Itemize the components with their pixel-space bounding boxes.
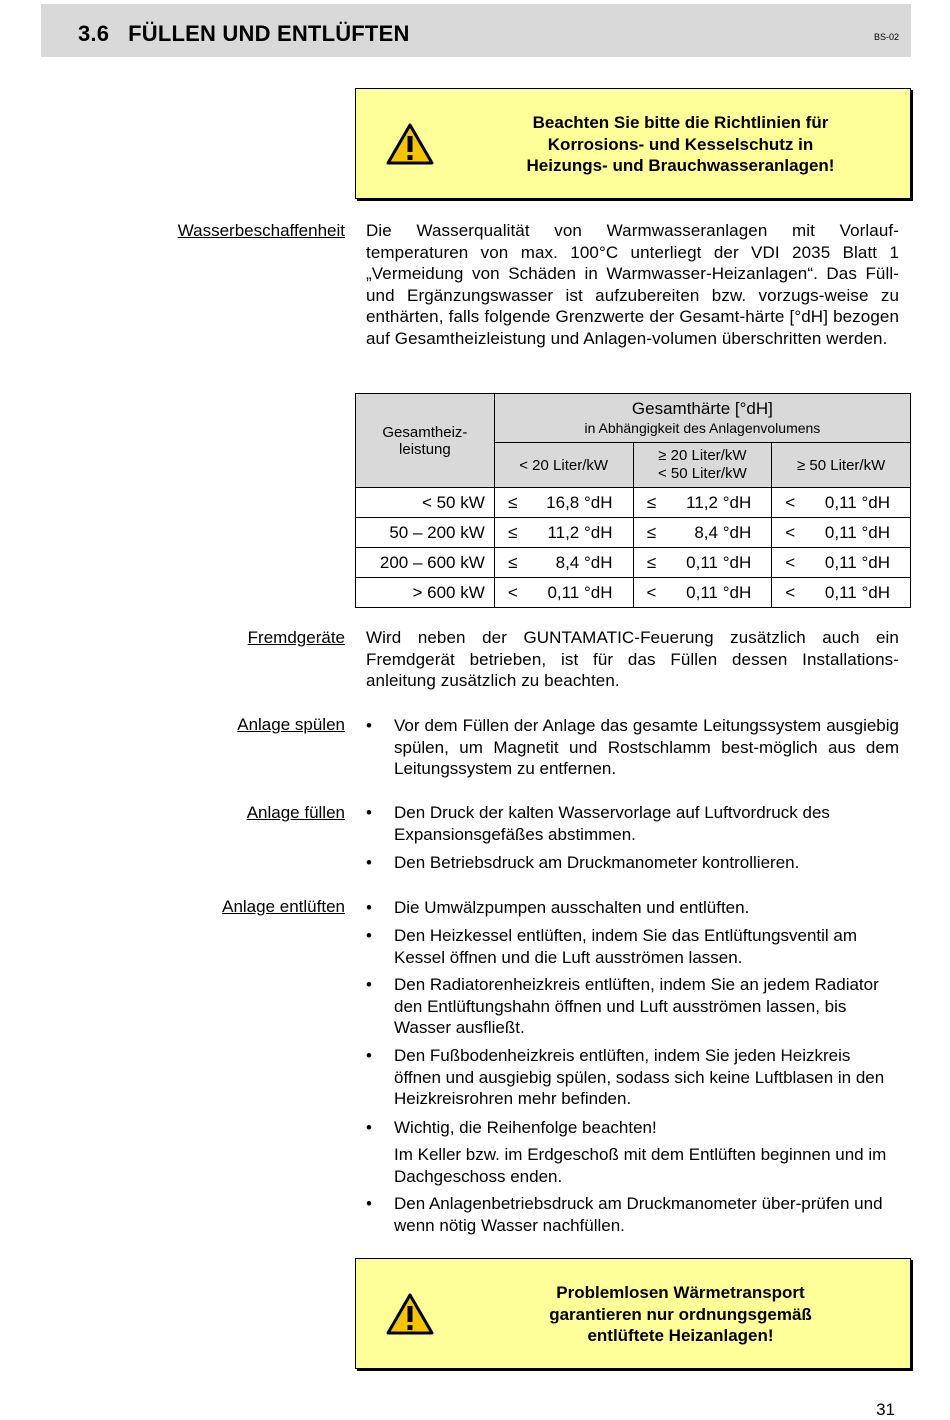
value-cell (772, 518, 911, 548)
value: 0,11 °dH (547, 582, 613, 602)
bullet-icon: • (366, 1046, 372, 1065)
list-item (366, 925, 899, 968)
col2-label-a: ≥ 20 Liter/kW (658, 447, 747, 464)
value-cell (772, 548, 911, 578)
value: 0,11 °dH (686, 552, 752, 572)
table-row (356, 488, 911, 518)
value-cell (633, 518, 772, 548)
operator: ≤ (508, 492, 518, 512)
bullet-text: Wichtig, die Reihenfolge beachten! (394, 1118, 657, 1137)
operator: ≤ (508, 552, 518, 572)
value: 0,11 °dH (824, 522, 890, 542)
power-cell: < 50 kW (356, 488, 495, 518)
bullet-text: Den Fußbodenheizkreis entlüften, indem Sie jeden Heizkreis öffnen und ausgiebig spülen, sodass sich keine Luftblasen in den Heizkreisrohren mehr befinden. (394, 1046, 885, 1108)
label-vent: Anlage entlüften (222, 897, 345, 916)
operator: < (507, 582, 518, 602)
col1-label: < 20 Liter/kW (519, 456, 609, 474)
list-item (366, 974, 899, 1039)
warning-box-bottom (355, 1258, 911, 1369)
value-cell (494, 578, 633, 608)
warning-text-bottom (471, 1282, 890, 1347)
warning-line: Problemlosen Wärmetransport (556, 1283, 805, 1302)
power-cell: > 600 kW (356, 578, 495, 608)
bullet-text: Die Umwälzpumpen ausschalten und entlüften. (394, 898, 750, 917)
table-header-col3 (772, 443, 911, 488)
bullet-icon: • (366, 1118, 372, 1137)
section-header (41, 4, 911, 57)
label-rinse: Anlage spülen (237, 715, 345, 734)
power-cell: 200 – 600 kW (356, 548, 495, 578)
warning-line: Korrosions- und Kesselschutz in (547, 134, 814, 154)
value-cell (772, 578, 911, 608)
document-code: BS-02 (873, 32, 899, 42)
hardness-table (355, 393, 911, 608)
warning-box-top (355, 88, 911, 199)
power-header-text: Gesamtheiz-leistung (382, 423, 468, 458)
bullet-icon: • (366, 716, 372, 735)
list-item (366, 1045, 899, 1110)
bullet-icon: • (366, 898, 372, 917)
bullet-icon: • (366, 803, 372, 822)
page-number: 31 (876, 1400, 895, 1419)
bullet-text: Den Druck der kalten Wasservorlage auf Luftvordruck des Expansionsgefäßes abstimmen. (394, 803, 830, 844)
list-item (366, 1193, 899, 1236)
table-header-col1 (494, 443, 633, 488)
value-cell (494, 548, 633, 578)
list-item (366, 852, 899, 874)
label-foreign-devices: Fremdgeräte (247, 628, 345, 647)
value-cell (633, 578, 772, 608)
value-cell (633, 488, 772, 518)
warning-line: entlüftete Heizanlagen! (587, 1326, 774, 1345)
operator: < (785, 522, 796, 542)
list-item (366, 802, 899, 845)
operator: < (785, 552, 796, 572)
list-item (366, 1117, 899, 1139)
bullet-icon: • (366, 853, 372, 872)
table-row (356, 518, 911, 548)
table-header-power (356, 394, 495, 488)
value: 8,4 °dH (555, 552, 613, 572)
section-title: 3.6 FÜLLEN UND ENTLÜFTEN (78, 21, 410, 46)
value: 11,2 °dH (686, 492, 752, 512)
operator: ≤ (646, 522, 657, 542)
value: 0,11 °dH (824, 492, 890, 512)
value: 0,11 °dH (686, 582, 752, 602)
value-cell (633, 548, 772, 578)
table-row (356, 578, 911, 608)
value: 8,4 °dH (694, 522, 752, 542)
operator: < (646, 582, 657, 602)
operator: ≤ (646, 492, 657, 512)
water-quality-text: Die Wasserqualität von Warmwasseranlagen mit Vorlauf-temperaturen von max. 100°C unterliegt der VDI 2035 Blatt 1 „Vermeidung von Schäden in Warmwasser-Heizanlagen“. Das Füll- und Ergänzungswasser ist aufzubereiten bzw. vorzugs-weise zu enthärten, falls folgende Grenzwerte der Gesamt-härte [°dH] bezogen auf Gesamtheizleistung und Anlagen-volumen überschritten werden. (366, 221, 899, 348)
value: 0,11 °dH (824, 552, 890, 572)
operator: < (785, 582, 796, 602)
col2-label-b: < 50 Liter/kW (657, 465, 747, 482)
warning-line: Heizungs- und Brauchwasseranlagen! (526, 156, 835, 175)
list-item (366, 715, 899, 780)
value: 11,2 °dH (547, 522, 613, 542)
warning-line: garantieren nur ordnungsgemäß (549, 1304, 812, 1324)
table-row (356, 548, 911, 578)
power-cell: 50 – 200 kW (356, 518, 495, 548)
bullet-icon: • (366, 1194, 372, 1213)
value-cell (494, 488, 633, 518)
vent-order-note: Im Keller bzw. im Erdgeschoß mit dem Entlüften beginnen und im Dachgeschoss enden. (394, 1145, 887, 1186)
bullet-text: Den Anlagenbetriebsdruck am Druckmanometer über-prüfen und wenn nötig Wasser nachfüllen. (394, 1194, 883, 1235)
warning-line: Beachten Sie bitte die Richtlinien für (532, 113, 829, 132)
foreign-devices-text: Wird neben der GUNTAMATIC-Feuerung zusätzlich auch ein Fremdgerät betrieben, ist für das Füllen dessen Installations-anleitung zusätzlich zu beachten. (366, 628, 899, 690)
bullet-text: Vor dem Füllen der Anlage das gesamte Leitungssystem ausgiebig spülen, um Magnetit und Rostschlamm best-möglich aus dem Leitungssystem zu entfernen. (394, 716, 899, 778)
label-water-quality: Wasserbeschaffenheit (177, 221, 345, 240)
bullet-text: Den Heizkessel entlüften, indem Sie das Entlüftungsventil am Kessel öffnen und die Luft ausströmen lassen. (394, 926, 858, 967)
warning-triangle-icon (386, 1293, 434, 1335)
table-header-group (494, 394, 910, 443)
group-subtitle: in Abhängigkeit des Anlagenvolumens (584, 420, 821, 436)
operator: ≤ (508, 522, 518, 542)
operator: ≤ (646, 552, 657, 572)
bullet-text: Den Radiatorenheizkreis entlüften, indem Sie an jedem Radiator den Entlüftungshahn öffnen und Luft ausströmen lassen, bis Wasser ausfließt. (394, 975, 879, 1037)
col3-label: ≥ 50 Liter/kW (796, 456, 886, 474)
warning-text-top (471, 112, 890, 177)
warning-triangle-icon (386, 123, 434, 165)
list-item (366, 897, 899, 919)
group-title: Gesamthärte [°dH] (631, 399, 773, 418)
value: 0,11 °dH (824, 582, 890, 602)
table-header-col2 (633, 443, 772, 488)
operator: < (785, 492, 796, 512)
value: 16,8 °dH (546, 492, 613, 512)
label-fill: Anlage füllen (246, 803, 345, 822)
value-cell (494, 518, 633, 548)
bullet-icon: • (366, 926, 372, 945)
bullet-icon: • (366, 975, 372, 994)
value-cell (772, 488, 911, 518)
bullet-text: Den Betriebsdruck am Druckmanometer kontrollieren. (394, 853, 800, 872)
